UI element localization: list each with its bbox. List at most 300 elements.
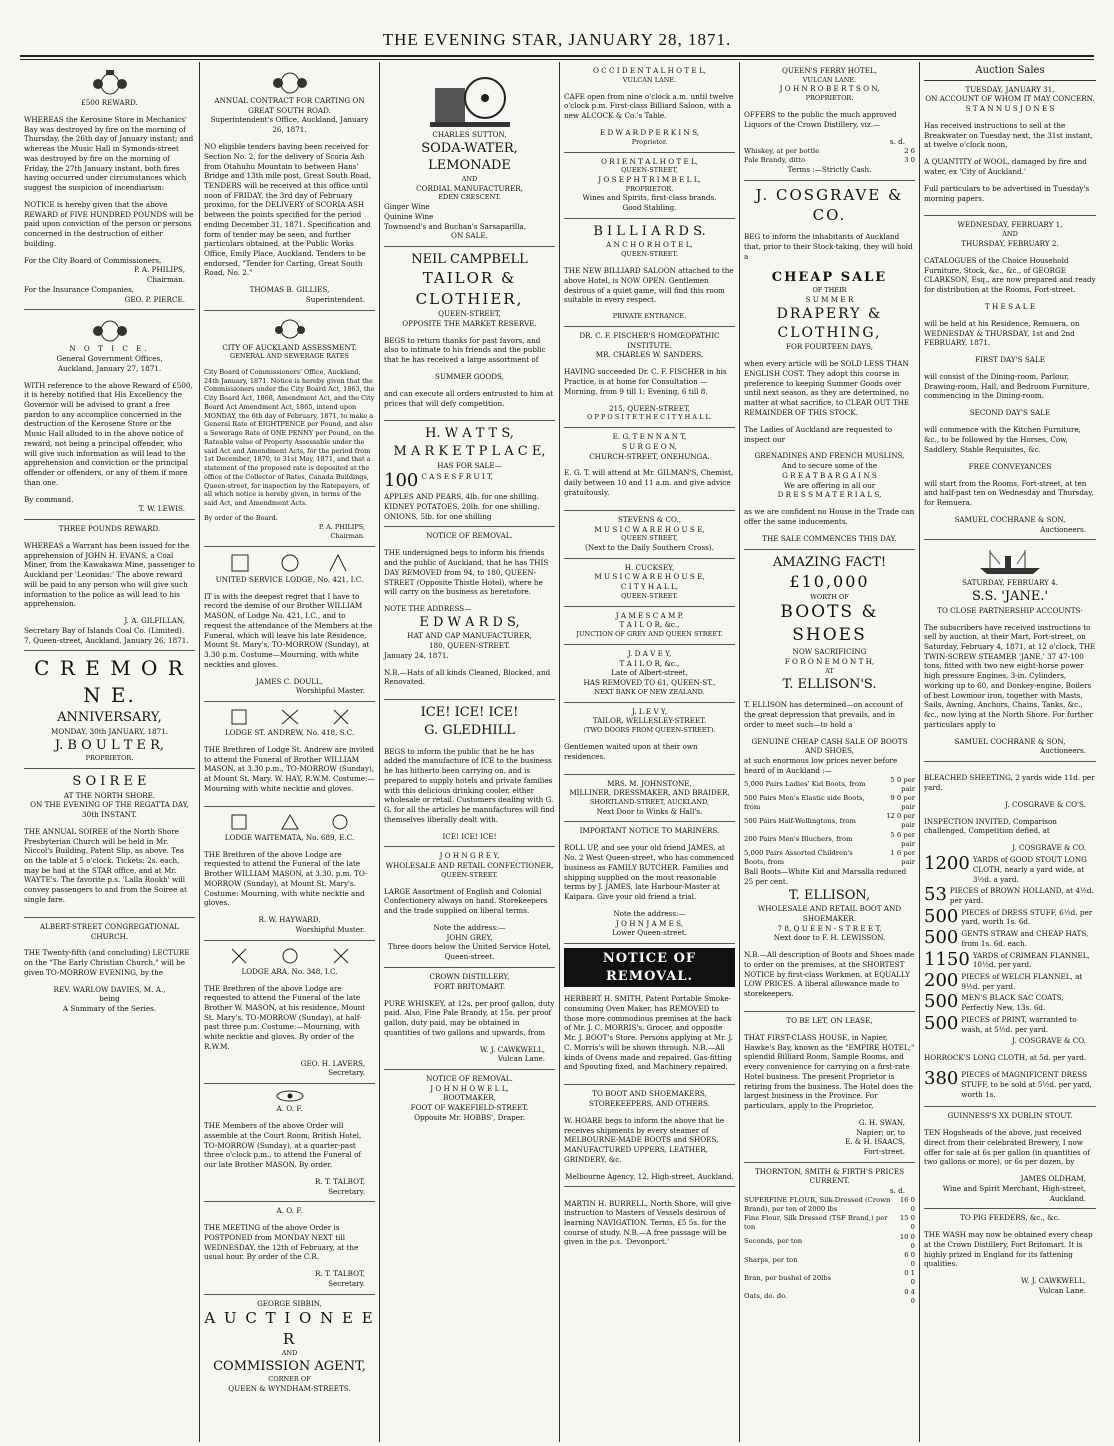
three-sig: J. A. GILFILLAN, [124,616,185,626]
boot-item: 500 Pairs Men's Elastic side Boots, from [744,793,865,812]
sibbin-and: AND [281,1348,298,1357]
cos-grenadines: GRENADINES AND FRENCH MUSLINS, [754,451,905,461]
horrock: HORROCK'S LONG CLOTH, at 5d. per yard. [924,1053,1087,1063]
campbell-street: QUEEN-STREET, [438,308,501,318]
grey-note-name: JOHN GREY, [446,932,493,942]
davey-name: J. D A V E Y, [627,648,672,658]
ad-three-pounds [24,520,195,651]
aof2-title: A. O. F. [276,1206,303,1216]
sutton-trade: SODA-WATER, LEMONADE [421,140,518,174]
boot-agency: Melbourne Agency, 12, High-street, Auckland. [565,1171,734,1181]
grey-note-addr: Three doors below the United Service Hotel, Queen-street. [387,942,552,962]
notice-body: WITH reference to the above Reward of £500, it is hereby notified that His Excellency the Governor will be advised to grant a free pardon to any accomplice concerned in the destruction of the Kerosene Store or the Music Hall alluded to in the above notice of reward, not being a principal offender, who will give such information as will lead to the apprehension and conviction or the principal offender or offenders, or any of them if more than one. [24,380,193,487]
aof1-role: Secretary. [328,1186,365,1196]
davey-next: NEXT BANK OF NEW ZEALAND. [594,687,705,696]
ad-levy [564,703,735,775]
boot-title: TO BOOT AND SHOEMAKERS, STOREKEEPERS, AND OTHERS. [589,1089,710,1108]
wednesday: WEDNESDAY, FEBRUARY 1, [957,220,1063,230]
smith-body: HERBERT H. SMITH, Patent Portable Smoke-consuming Oven Maker, has REMOVED to those more commodious premises at the back of Mr. J. C. MORRIS's, Grocer, and opposite Mr. J. BOOT's Store. Persons applying at Mr. J. C. Morris's will be shown through. N.B.—All kinds of Ovens made and repaired. Gas-fitting and Spouting fixed, and Machinery repaired. [564,994,733,1072]
campbell-opp: OPPOSITE THE MARKET RESERVE. [402,318,537,328]
sibbin-title: A U C T I O N E E R [204,1309,375,1348]
boulter-role: PROPRIETOR. [85,754,134,763]
sutton-name: CHARLES SUTTON, [432,130,507,139]
column-6 [920,62,1100,1442]
pig-sig: W. J. CAWKWELL, [1021,1276,1086,1286]
johnstone-name: MRS. M. JOHNSTONE, [607,778,692,788]
reward-body: WHEREAS the Kerosine Store in Mechanics' Bay was destroyed by fire on the morning of Thursday, the 26th day of January instant; and whereas the Music Hall in Symonds-street was destroyed by fire on the morning of Friday, the 27th January instant, both fires having occurred under circumstances which suggest the suspicion of incendiarism: [24,114,194,192]
howell-addr: FOOT OF WAKEFIELD-STREET. [410,1103,529,1113]
cos-body2: when every article will be SOLD LESS THAN ENGLISH COST. They adopt this course in preference to keeping Summer Goods over until next season, as they are determined, no matter at what sacrifice, to CLEAR OUT THE REMAINDER OF THIS STOCK. [744,359,910,417]
ferry-price-table [744,147,915,165]
first-day: FIRST DAY'S SALE [975,355,1045,365]
column-1 [20,62,200,1442]
removal-note: NOTE THE ADDRESS— [384,604,472,614]
aof1-title: A. O. F. [276,1104,303,1114]
city-sub: GENERAL AND SEWERAGE RATES [230,352,349,361]
anchor-street: QUEEN-STREET. [621,250,678,259]
let-sig: G. H. SWAN, [858,1117,905,1127]
sanders-name: MR. CHARLES W. SANDERS, [595,350,704,360]
jones: S T A N N U S J O N E S [965,103,1055,113]
ad-lodge-united-service [204,547,375,702]
ellison-body: T. ELLISON has determined—on account of the great depression that prevails, and in order to meet such—to hold a [744,700,903,729]
ad-contract [204,62,375,311]
offer-text: YARDS of CRIMEAN FLANNEL, 10½d. per yard. [972,950,1090,970]
contract-body: NO eligible tenders having been received for Section No. 2, for the delivery of Scoria Ash from Otahuhu Mountain to between Hans' Bridge and 13th mile post, Great South Road, TENDERS will be received at this office until noon of FRIDAY, the 3rd day of February proximo, for the DELIVERY of SCORIA ASH between the points specified for the period ending December 31, 1871. Specification and form of tender may be seen, and further particulars obtained, at the Public Works Office, Emily Place, Auckland. Tenders to be endorsed, "Tender for Carting, Great South Road, No. 2." [204,142,372,278]
offer-text: MEN'S BLACK SAC COATS, Perfectly New, 13s. 6d. [961,993,1064,1013]
contract-office: Superintendent's Office, Auckland, January 26, 1871. [210,115,369,135]
bill-title: B I L L I A R D S. [593,223,706,239]
crown-body: PURE WHISKEY, at 12s. per proof gallon, duty paid. Also, Fine Pale Brandy, at 15s. per proof gallon, duty paid, may be obtained in quantities of two gallons and upwards, from [384,998,555,1037]
occ-title: O C C I D E N T A L H O T E L, [592,66,707,75]
thornton-item: Oats, do. do. [744,1292,788,1301]
city-title: CITY OF AUCKLAND ASSESSMENT. [222,342,357,352]
partnership: TO CLOSE PARTNERSHIP ACCOUNTS· [937,605,1083,615]
lodge2-title: LODGE ST. ANDREW, No. 418, S.C. [224,728,355,738]
reward-role1: Chairman. [146,275,185,285]
thornton-row [744,1269,915,1287]
royal-arms-icon [90,316,130,342]
masthead-rule [20,55,1094,60]
lodge1-sig: JAMES C. DOULL, [255,676,324,686]
ad-cucksey [564,559,735,607]
ice-footer: ICE! ICE! ICE! [442,831,497,841]
ad-watts [384,421,555,527]
ad-reward-500 [24,62,195,310]
levy-name: J. L E V Y, [631,706,668,716]
sutton-addr: EDEN CRESCENT. [438,193,501,202]
lodge4-sig: GEO. H. LAVERS, [300,1058,365,1068]
notice-date: Auckland, January 27, 1871. [57,363,162,373]
ad-crown [384,968,555,1070]
removal2-title: NOTICE OF REMOVAL. [426,1074,513,1084]
lodge3-role: Worshipful Muster. [295,924,365,934]
sutton-sale: ON SALE. [451,231,488,241]
camp-name: J A M E S C A M P, [615,610,684,620]
ad-guinness [924,1107,1096,1209]
sutton-item-0: Ginger Wine [384,202,430,212]
offer-text: PIECES of DRESS STUFF, 6½d. per yard, worth 1s. 6d. [961,907,1093,927]
the-sale: T H E S A L E [984,301,1036,311]
ad-cosgrave-offers [924,762,1096,1107]
johnstone-next: Next Door to Winks & Hall's. [596,806,703,816]
royal-arms-icon [90,68,130,96]
ad-queens-ferry [744,62,915,181]
ellison-next: Next door to F. H. LEWISSON. [773,933,886,943]
ad-soiree [24,769,195,918]
wool-more: Full particulars to be advertised in Tuesday's morning papers. [924,183,1090,203]
anniversary-date: MONDAY, 30th JANUARY, 1871. [50,726,169,736]
genuine: GENUINE CHEAP CASH SALE OF BOOTS AND SHOES, [751,736,908,756]
thornton-item: Bran, per bushel of 20lbs [744,1273,832,1282]
fortnight: FOR FOURTEEN DAYS, [785,342,874,352]
ice-title: ICE! ICE! ICE! [420,705,519,721]
free-body: will start from the Rooms, Fort-street, at ten and half-past ten on Wednesday and Thursday, for Remuera. [924,478,1094,507]
ad-albert-street [24,918,195,1019]
soiree-title: S O I R E E [72,773,147,789]
ad-city-assessment [204,311,375,547]
offer-number: 500 [924,1012,959,1034]
watts-place: M A R K E T P L A C E, [393,444,546,460]
free-conveyances: FREE CONVEYANCES [968,461,1052,471]
ad-boots-hoare [564,1085,735,1187]
tuesday: TUESDAY, JANUARY 31. [965,84,1055,94]
auction-sales-header: Auction Sales [924,62,1096,81]
ad-clarkson-sale [924,216,1096,540]
tennant-addr: CHURCH-STREET, ONEHUNGA. [589,451,710,461]
stevens-next: (Next to the Daily Southern Cross). [585,543,714,553]
lodge4-body: THE Brethren of the above Lodge are requested to attend the Funeral of the late Brother W. MASON, at his residence, Mount St. Mary's, TO-MORROW (Sunday), at half-past three p.m. Costume:—Mourning, with white necktie and gloves. By order of the R.W.M. [204,983,366,1051]
reward-title: £500 REWARD. [81,98,138,107]
johnstone-trade: MILLINER, DRESSMAKER, AND BRAIDER, [569,788,730,798]
reward-sig2: GEO. P. PIERCE. [124,294,185,304]
offer-number: 200 [924,970,959,991]
contract-role: Superintendent. [305,295,365,305]
cos-offering: We are offering in all our [783,480,876,490]
ad-fischer [564,327,735,428]
three-body: WHEREAS a Warrant has been issued for the apprehension of JOHN H. EVANS, a Coal Miner, from the Kawakawa Mine, passenger to Auckland per 'Leonidas:' The above reward will be paid to any person who will give such information to the police as will lead to his apprehension. [24,541,195,609]
let-body: THAT FIRST-CLASS HOUSE, in Napier, Hawke's Bay, known as the "EMPIRE HOTEL;" splendid Billiard Room, Sample Rooms, and every convenience for carrying on a first-rate Hotel business. The present Proprietor is retiring from the business. The Hotel does the largest business in the Province. For particulars, apply to the Proprietor, [744,1032,915,1110]
campbell-name: NEIL CAMPBELL [411,251,528,267]
camp-addr: JUNCTION OF GREY AND QUEEN STREET. [576,630,723,639]
thornton-price-table [744,1196,915,1306]
mariners-title: IMPORTANT NOTICE TO MARINERS. [579,826,720,836]
amazing: AMAZING FACT! [772,554,887,570]
boot-item: 5,000 Pairs Ladies' Kid Boots, from [744,780,866,789]
ad-aof-2 [204,1202,375,1294]
tennant-body: E. G. T. will attend at Mr. GILMAN'S, Chemist, daily between 10 and 11 a.m. and give advice gratuitously. [564,468,734,497]
thornton-row [744,1288,915,1306]
cochrane: SAMUEL COCHRANE & SON, [954,514,1066,524]
city-arms-icon [270,317,310,341]
lodge4-title: LODGE ARA, No. 348, I.C. [241,966,338,976]
ad-thornton [744,1163,915,1311]
offer-number: 500 [924,927,959,949]
ferry-item: Pale Brandy, ditto [744,155,806,164]
ad-aof-1 [204,1084,375,1202]
sale-body: will be held at his Residence, Remuera, on WEDNESDAY & THURSDAY, 1st and 2nd FEBRUARY, 1871. [924,318,1080,348]
offer-item [924,1012,1096,1034]
boot-price: 9 0 per pair [890,793,915,812]
boulter: J. B O U L T E R, [54,737,165,753]
drapery: DRAPERY & CLOTHING, [776,305,883,341]
ad-johnstone [564,775,735,823]
sutton-item-2: Townsend's and Buchan's Sarsaparilla, [384,221,527,231]
saturday: SATURDAY, FEBRUARY 4. [961,578,1059,588]
offer-text: PIECES of MAGNIFICENT DRESS STUFF, to be sold at 5½d. per yard, worth 1s. [961,1070,1092,1099]
cos-confident: as we are confident no House in the Trade can offer the same inducements. [744,507,915,526]
ori-body: Wines and Spirits, first-class brands. [582,193,717,203]
anchor-private: PRIVATE ENTRANCE. [612,312,687,321]
offer-item [924,1070,1096,1099]
pig-title: TO PIG FEEDERS, &c., &c. [960,1213,1060,1223]
offer-item [924,972,1096,991]
ship-name: S.S. 'JANE.' [971,589,1049,605]
ori-prop: J O S E P H T R I M B E L L, [598,174,701,184]
crown-title: CROWN DISTILLERY, [429,971,510,981]
occ-prop: E D W A R D P E R K I N S, [599,128,700,138]
lodge1-body: IT is with the deepest regret that I have to record the demise of our Brother WILLIAM MASON, of Lodge No. 421, I.C., and to request the attendance of the Members at the Funeral, which will leave his late Residence, Mount St. Mary's, TO-MORROW (Sunday), at 3.30 p.m. Costume—Mourning, with white neckties and gloves. [204,591,373,669]
sibbin-role: COMMISSION AGENT, [213,1358,366,1374]
boot-price-table [744,776,915,868]
ad-lodge-waitemata [204,807,375,941]
thornton-price: 10 0 0 [899,1232,915,1250]
removal-black-banner: NOTICE OF REMOVAL. [564,948,735,987]
pig-role: Vulcan Lane. [1038,1286,1086,1296]
ferry-title: QUEEN'S FERRY HOTEL, [781,66,878,75]
boot-item: 5,000 Pairs Assorted Children's Boots, from [744,848,853,867]
ori-body2: Good Stabling. [622,203,677,213]
ori-sub: QUEEN-STREET, [621,166,678,175]
ellison-name: T. ELLISON, [788,887,871,903]
sutton-and: AND [461,174,478,183]
crown-sig: W. J. CAWKWELL, [480,1044,545,1054]
masthead-title: THE EVENING STAR, JANUARY 28, 1871. [382,30,732,49]
ferry-price: 2 6 [904,146,915,155]
and: AND [1002,230,1018,239]
offer-number: 500 [924,905,959,927]
cochrane2: SAMUEL COCHRANE & SON, [954,736,1066,746]
howell-opp: Opposite Mr. HOBBS', Draper. [414,1112,525,1122]
thornton-price: 6 0 0 [904,1250,915,1269]
boot-item: 200 Pairs Men's Bluchers, from [744,835,853,844]
ad-stevens [564,511,735,559]
crown-role: Vulcan Lane. [497,1054,545,1064]
whom: ON ACCOUNT OF WHOM IT MAY CONCERN. [925,94,1095,104]
ellison-heading: T. ELLISON'S. [782,676,877,692]
mariners-body: ROLL UP, and see your old friend JAMES, at No. 2 West Queen-street, who has commenced business as FAMILY BUTCHER. Families and shipping supplied on the most reasonable terms by J. JAMES, late Harbour-Master at Kaipara. Give your old friend a trial. [564,843,734,901]
jones-body: Has received instructions to sell at the Breakwater on Tuesday next, the 31st instant, at twelve o'clock noon, [924,120,1093,150]
occ-role: Proprietor. [631,137,668,146]
wool: A QUANTITY of WOOL, damaged by fire and water, ex 'City of Auckland.' [924,157,1087,176]
thornton-item: SUPERFINE FLOUR, Silk-Dressed (Crown Brand), per ton of 2000 lbs [744,1195,891,1214]
sutton-item-1: Quinine Wine [384,211,434,221]
boot-price-row [744,849,915,867]
masonic-emblems-icon [230,813,350,831]
boot-price: 1 6 per pair [890,848,915,867]
column-5 [740,62,920,1442]
ferry-body: OFFERS to the public the much approved Liquors of the Crown Distillery, viz.— [744,110,897,129]
ori-role: PROPRIETOR. [625,184,674,193]
reward-for1: For the City Board of Commissioners, [24,255,162,265]
masonic-emblems-icon [230,947,350,965]
camp-trade: T A I L O R, &c., [619,620,680,630]
davey-trade: T A I L O R, &c., [619,658,680,668]
second-day: SECOND DAY'S SALE [969,408,1051,418]
thornton-sd: s. d. [889,1186,905,1196]
thornton-row [744,1251,915,1269]
column-4 [560,62,740,1442]
city-role: Chairman. [330,532,365,541]
notice-sig: T. W. LEWIS. [138,504,185,514]
lodge3-body: THE Brethren of the above Lodge are requested to attend the Funeral of the late Brother WILLIAM MASON, at 3.30. p.m. TO-MORROW (Sunday), at Mount St. Mary's. Costume: Mourning, with white necktie and gloves. [204,849,368,908]
let-fort: Fort-street. [863,1147,905,1157]
albert-being: being [99,994,120,1004]
albert-rev: REV. WARLOW DAVIES, M. A., [53,984,166,994]
column-3 [380,62,560,1442]
thornton-row [744,1196,915,1214]
mariners-note: Note the address:— [613,908,686,918]
ferry-row [744,147,915,156]
offer-item [924,855,1096,884]
of-their: OF THEIR [812,286,847,295]
offer-item [924,948,1096,970]
ad-notice-pardon [24,310,195,520]
crown-sub: FORT BRITOMART. [433,981,506,991]
aof2-role: Secretary. [328,1278,365,1288]
ori-title: O R I E N T A L H O T E L, [600,156,699,166]
ad-to-let [744,1012,915,1163]
aof2-sig: R. T. TALBOT, [315,1269,365,1279]
watts-line2: KIDNEY POTATOES, 20lb. for one shilling. [384,502,540,512]
ice-body: BEGS to inform the public that he he has added the manufacture of ICE to the business he has hitherto been carrying on, and is prepared to supply hotels and private families with this delicious drinking cooler, either wholesale or retail. Customers dealing with G. G. for all the articles he manufactures will find themselves liberally dealt with. [384,746,555,824]
ad-grey [384,847,555,968]
ad-burrell [564,1187,735,1259]
boots-shoes: BOOTS & SHOES [780,602,879,646]
sanders-opp: O P P O S I T E T H E C I T Y H A L L. [587,413,712,422]
second-body: will commence with the Kitchen Furniture, &c., to be followed by the Horses, Cow, Saddlery, Stable Requisites, &c. [924,425,1081,454]
worth-of: WORTH OF [810,592,849,601]
offer-item [924,886,1096,905]
contract-title: ANNUAL CONTRACT FOR CARTING ON GREAT SOUTH ROAD. [214,96,365,115]
watts-cases [384,472,555,490]
anchor-body: THE NEW BILLIARD SALOON attached to the above Hotel, is NOW OPEN. Gentlemen desirous of a quiet game, will find this room suitable in every respect. [564,266,734,305]
gledhill: G. GLEDHILL [424,722,515,738]
thornton-item: Seconds, per ton [744,1237,803,1246]
aof1-sig: R. T. TALBOT, [315,1176,365,1186]
edwards-addr: 180, QUEEN-STREET. [428,641,511,651]
ad-sibbin [204,1295,375,1399]
ad-tennant [564,428,735,511]
reward-sig1: P. A. PHILIPS, [133,265,185,275]
summer: S U M M E R [805,294,854,304]
ferry-terms: Terms :—Strictly Cash. [787,164,872,174]
thornton-title: THORNTON, SMITH & FIRTH'S PRICES CURRENT. [754,1166,904,1186]
ad-cosgrave-sale [744,181,915,550]
cos-dress: D R E S S M A T E R I A L S, [777,490,882,500]
offer-number: 500 [924,991,959,1013]
boot-price: 5 6 per pair [890,830,915,848]
prices-intro: at such enormous low prices never before heard of in Auckland :— [744,756,898,775]
ad-mariners [564,822,735,944]
oldham-role: Wine and Spirit Merchant, High-street, Auckland. [942,1183,1086,1203]
three-role: Secretary Bay of Islands Coal Co. (Limited). [24,625,185,635]
campbell-body: BEGS to return thanks for past favors, and also to intimate to his friends and the public that he has received a large assortment of [384,335,546,365]
city-by: By order of the Board. [204,514,278,523]
anchor-name: A N C H O R H O T E L, [606,240,693,250]
thornton-row [744,1233,915,1251]
johnstone-addr: SHORTLAND-STREET, AUCKLAND, [589,797,710,806]
boot-body: W. HOARE begs to inform the above that he receives shipments by every steamer of MELBOURNE-MADE BOOTS and SHOES, MANUFACTURED UPPERS, LEATHER, GRINDERY, &c. [564,1115,725,1164]
ad-camp [564,607,735,645]
ellison-nb: N.B.—All description of Boots and Shoes made to order on the premises, at the SHORTEST NOTICE by first-class Workmen, at EQUALLY LOW PRICES. A liberal allowance made to storekeepers. [744,950,915,999]
stevens-name: STEVENS & CO., [617,514,682,524]
ad-davey [564,645,735,703]
ad-billiards [564,219,735,327]
sanders-body: HAVING succeeded Dr. C. F. FISCHER in his Practice, is at home for Consultation —Morning, from 9 till 1; Evening, 6 till 8. [564,367,727,396]
oldham: JAMES OLDHAM, [1020,1174,1086,1184]
ad-ellison [744,550,915,1012]
sutton-cordial: CORDIAL MANUFACTURER, [416,183,523,193]
occ-sub: VULCAN LANE. [622,75,677,84]
levy-paren: (TWO DOORS FROM QUEEN-STREET). [583,725,716,734]
ad-sutton [384,62,555,247]
campbell-goods: SUMMER GOODS, [435,371,504,381]
cos-commence: THE SALE COMMENCES THIS DAY. [762,533,897,543]
offer-text: GENTS STRAW and CHEAP HATS, from 1s. 6d. each. [961,929,1089,948]
reward-notice: NOTICE is hereby given that the above REWARD of FIVE HUNDRED POUNDS will be paid upon conviction of the person or persons concerned in the destruction of either building. [24,199,194,248]
cucksey-trade: M U S I C W A R E H O U S E, [594,572,705,582]
thornton-price: 15 0 0 [899,1214,915,1232]
ad-stannus-jones [924,81,1096,217]
boot-price: 5 0 per pair [890,775,915,793]
boot-price: 12 0 per pair [886,812,915,830]
boot-price-row [744,812,915,830]
masthead [0,0,1114,62]
mariners-name: J O H N J A M E S, [615,918,684,928]
removal-title: NOTICE OF REMOVAL. [426,531,513,541]
aof1-body: THE Members of the above Order will assemble at the Court Room, British Hotel, TO-MORROW (Sunday), at a quarter-past three o'clock p.m., to attend the Funeral of our late Brother MASON. By order. [204,1121,362,1169]
boot-price-row [744,831,915,849]
lodge3-title: LODGE WAITEMATA, No. 689, E.C. [224,832,355,842]
sibbin-name: GEORGE SIBBIN, [257,1298,322,1308]
grey-trade: WHOLESALE AND RETAIL CONFECTIONER, [385,861,554,871]
one-month: F O R O N E M O N T H, [784,657,875,667]
sibbin-addr: QUEEN & WYNDHAM-STREETS. [228,1383,351,1393]
thornton-price: 0 1 0 [904,1269,915,1287]
let-title: TO BE LET, ON LEASE, [786,1016,873,1026]
reward-for2: For the Insurance Companies, [24,284,135,294]
ferry-item: Whiskey, at per bottle [744,146,820,155]
boot-price-row [744,776,915,794]
offer-number: 380 [924,1068,959,1090]
cos-great: G R E A T B A R G A I N S [782,470,877,480]
ellison-addr: 7 8, Q U E E N - S T R E E T, [777,923,882,933]
watts-sale: HAS FOR SALE— [437,460,502,470]
cremorne-title: C R E M O R N E. [34,656,185,708]
cos2: J. COSGRAVE & CO. [1012,843,1086,853]
sibbin-corner: CORNER OF [268,1375,311,1384]
levy-body: Gentlemen waited upon at their own residences. [564,741,698,761]
ad-ss-jane [924,540,1096,762]
offer-text: PIECES of PRINT, warranted to wash, at 5½d. per yard. [961,1014,1077,1034]
inspection: INSPECTION INVITED, Comparison challenged, Competition defied, at [924,816,1057,836]
campbell-more: and can execute all orders entrusted to him at prices that will defy competition. [384,388,554,408]
ad-cremorne [24,651,195,769]
ferry-sub: VULCAN LANE. [802,75,857,84]
ball-boots: Ball Boots—White Kid and Marsalla reduced 25 per cent. [744,867,907,886]
mariners-addr: Lower Queen-street. [611,928,687,938]
